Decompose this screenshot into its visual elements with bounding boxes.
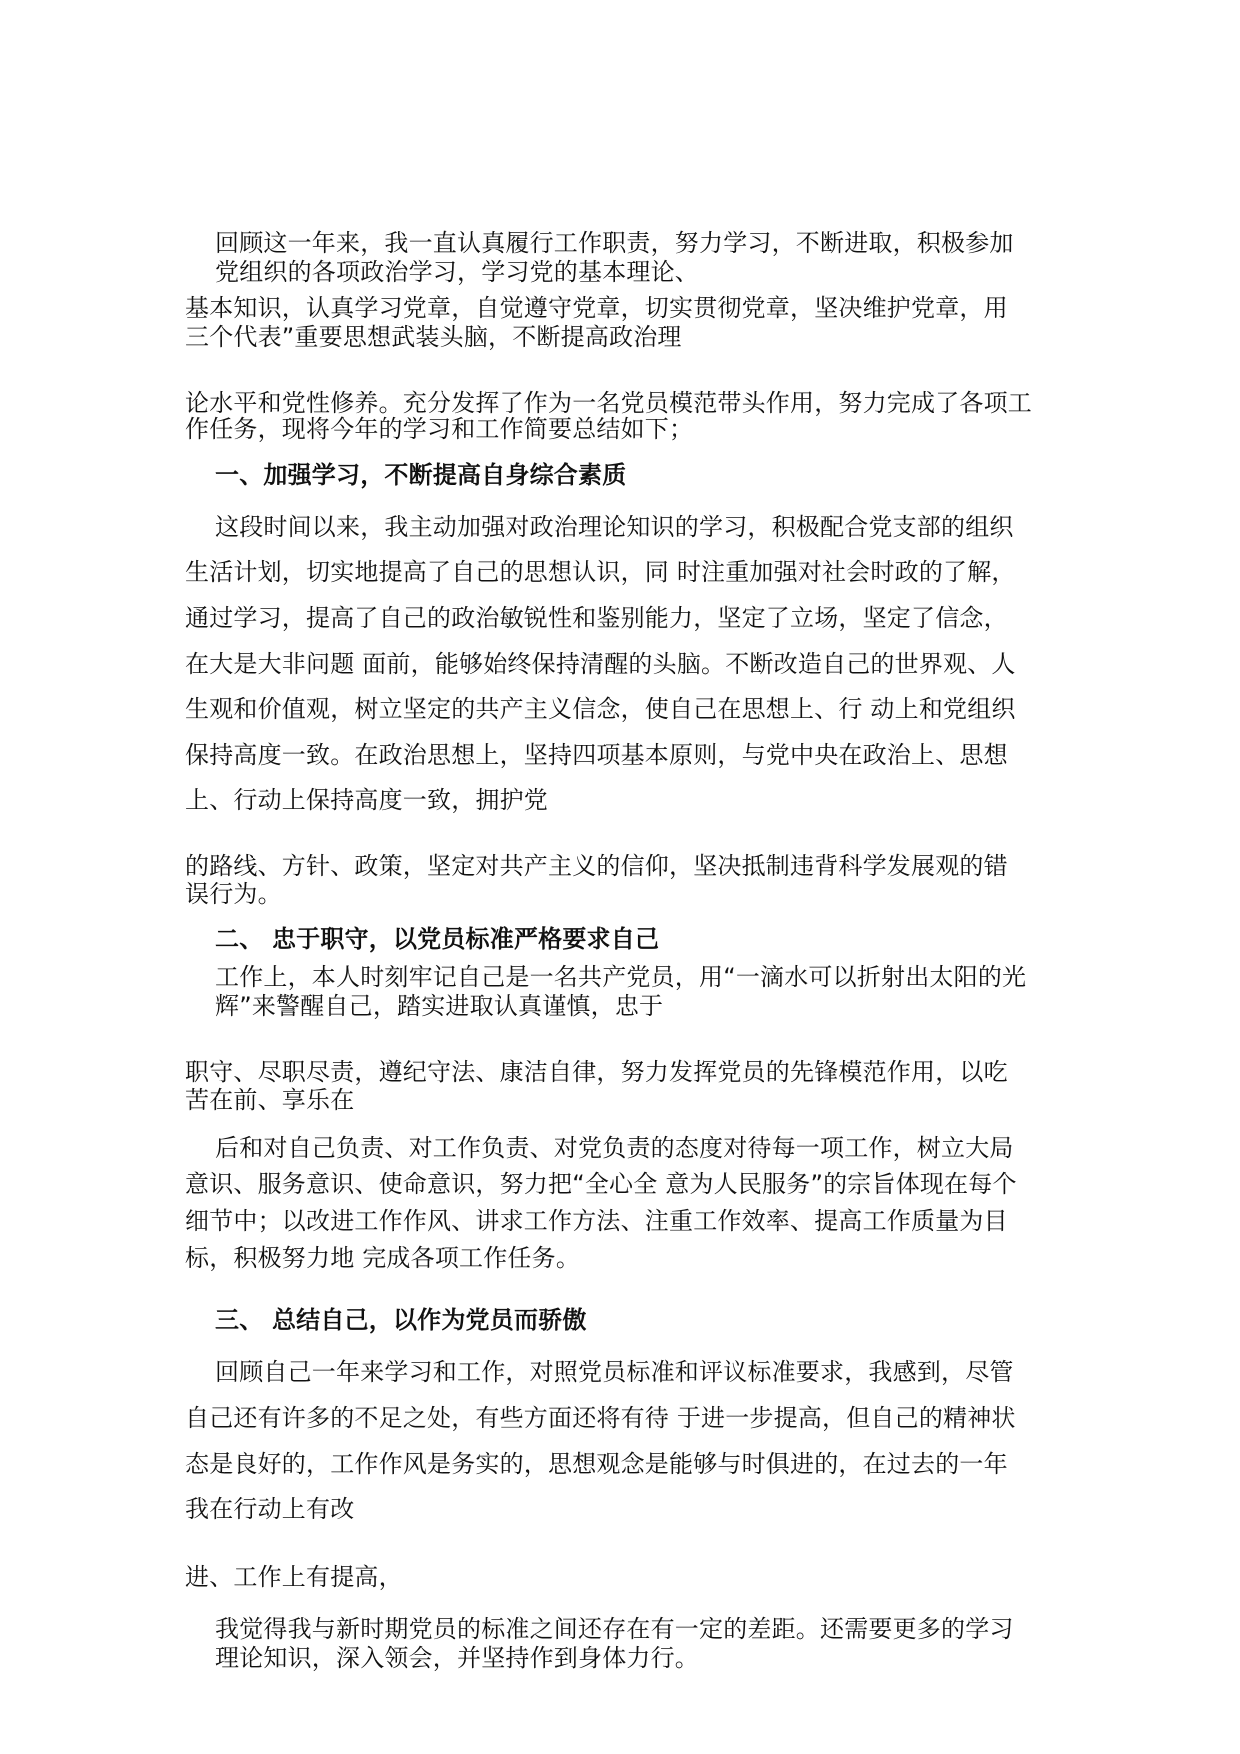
section-line: 细节中；以改进工作作风、讲求工作方法、注重工作效率、提高工作质量为目	[185, 1207, 1008, 1235]
section-line: 后和对自己负责、对工作负责、对党负责的态度对待每一项工作，树立大局	[215, 1134, 1014, 1162]
intro-line: 党组织的各项政治学习，学习党的基本理论、	[215, 258, 699, 286]
section-line: 进、工作上有提高，	[185, 1563, 403, 1591]
section-line: 误行为。	[185, 880, 282, 908]
section-line: 标，积极努力地 完成各项工作任务。	[185, 1244, 581, 1272]
section-line: 我觉得我与新时期党员的标准之间还存在有一定的差距。还需要更多的学习	[215, 1615, 1014, 1643]
section-line: 在大是大非问题 面前，能够始终保持清醒的头脑。不断改造自己的世界观、人	[185, 650, 1016, 678]
section-line: 我在行动上有改	[185, 1495, 355, 1523]
section-line: 保持高度一致。在政治思想上，坚持四项基本原则，与党中央在政治上、思想	[185, 741, 1008, 769]
section-line: 上、行动上保持高度一致，拥护党	[185, 786, 548, 814]
section-line: 这段时间以来，我主动加强对政治理论知识的学习，积极配合党支部的组织	[215, 513, 1014, 541]
section-line: 通过学习，提高了自己的政治敏锐性和鉴别能力，坚定了立场，坚定了信念，	[185, 604, 1008, 632]
intro-line: 回顾这一年来，我一直认真履行工作职责，努力学习，不断进取，积极参加	[215, 229, 1014, 257]
section-line: 自己还有许多的不足之处，有些方面还将有待 于进一步提高，但自己的精神状	[185, 1404, 1016, 1432]
section-line: 工作上，本人时刻牢记自己是一名共产党员，用“一滴水可以折射出太阳的光	[215, 963, 1027, 991]
section-heading: 一、加强学习，不断提高自身综合素质	[215, 461, 627, 489]
section-line: 职守、尽职尽责，遵纪守法、康洁自律，努力发挥党员的先锋模范作用，以吃	[185, 1058, 1008, 1086]
section-line: 态是良好的，工作作风是务实的，思想观念是能够与时俱进的，在过去的一年	[185, 1450, 1008, 1478]
section-heading: 三、 总结自己，以作为党员而骄傲	[215, 1306, 587, 1334]
section-line: 生观和价值观，树立坚定的共产主义信念，使自己在思想上、行 动上和党组织	[185, 695, 1016, 723]
section-line: 苦在前、享乐在	[185, 1086, 355, 1114]
section-line: 理论知识，深入领会，并坚持作到身体力行。	[215, 1644, 699, 1672]
section-heading: 二、 忠于职守，以党员标准严格要求自己	[215, 925, 660, 953]
section-line: 生活计划，切实地提高了自己的思想认识，同 时注重加强对社会时政的了解，	[185, 558, 1016, 586]
section-line: 辉”来警醒自己，踏实进取认真谨慎，忠于	[215, 992, 664, 1020]
intro-line: 论水平和党性修养。充分发挥了作为一名党员模范带头作用，努力完成了各项工	[185, 389, 1032, 417]
section-line: 的路线、方针、政策，坚定对共产主义的信仰，坚决抵制违背科学发展观的错	[185, 852, 1008, 880]
section-line: 意识、服务意识、使命意识，努力把“全心全 意为人民服务”的宗旨体现在每个	[185, 1170, 1017, 1198]
intro-line: 作任务，现将今年的学习和工作简要总结如下；	[185, 415, 694, 443]
intro-line: 三个代表”重要思想武装头脑，不断提高政治理	[185, 323, 682, 351]
section-line: 回顾自己一年来学习和工作，对照党员标准和评议标准要求，我感到，尽管	[215, 1358, 1014, 1386]
intro-line: 基本知识，认真学习党章，自觉遵守党章，切实贯彻党章，坚决维护党章，用	[185, 294, 1008, 322]
